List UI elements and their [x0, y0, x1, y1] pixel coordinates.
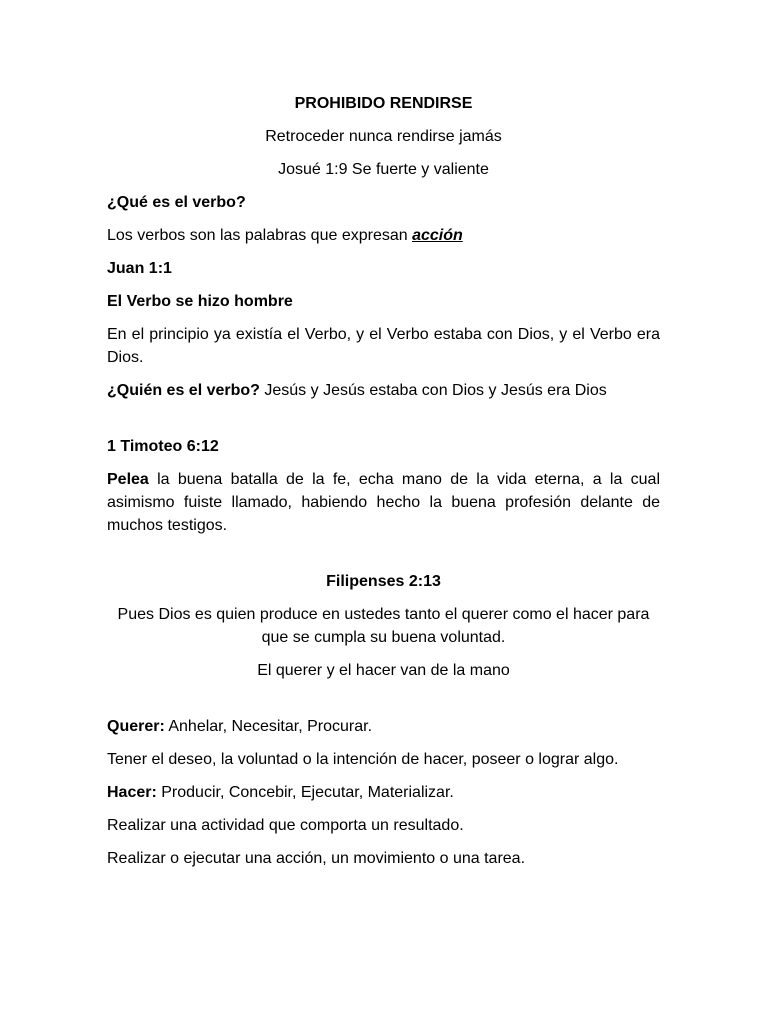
- hacer-definition-1: Realizar una actividad que comporta un resultado.: [107, 817, 464, 834]
- querer-synonyms: Anhelar, Necesitar, Procurar.: [164, 718, 373, 735]
- spacer: [107, 412, 660, 435]
- question-who-is-verb: [107, 379, 660, 402]
- querer-label: Querer:: [107, 718, 165, 735]
- document-title: PROHIBIDO RENDIRSE: [294, 95, 473, 112]
- juan-text: En el principio ya existía el Verbo, y el Verbo estaba con Dios, y el Verbo era Dios.: [107, 326, 660, 366]
- hacer-definition-2: Realizar o ejecutar una acción, un movimiento o una tarea.: [107, 850, 526, 867]
- verse-intro: Josué 1:9 Se fuerte y valiente: [278, 161, 489, 178]
- document-subtitle: Retroceder nunca rendirse jamás: [265, 128, 502, 145]
- hacer-synonyms: Producir, Concebir, Ejecutar, Materializar.: [156, 784, 454, 801]
- question-what-is-verb: ¿Qué es el verbo?: [107, 194, 246, 211]
- timoteo-text: [107, 468, 660, 537]
- timoteo-lead: Pelea: [107, 471, 149, 488]
- verb-definition: [107, 224, 660, 247]
- filipenses-reference: Filipenses 2:13: [326, 573, 441, 590]
- juan-heading: El Verbo se hizo hombre: [107, 293, 293, 310]
- question-who-label: ¿Quién es el verbo?: [107, 382, 260, 399]
- spacer: [107, 692, 660, 715]
- filipenses-text: Pues Dios es quien produce en ustedes tanto el querer como el hacer para que se cumpla su buena voluntad.: [117, 606, 650, 646]
- hacer-label: Hacer:: [107, 784, 157, 801]
- spacer: [107, 547, 660, 570]
- verb-definition-text: Los verbos son las palabras que expresan: [107, 227, 413, 244]
- timoteo-body: la buena batalla de la fe, echa mano de la vida eterna, a la cual asimismo fuiste llamado, habiendo hecho la buena profesión delante de muchos testigos.: [107, 471, 660, 534]
- hacer-line: [107, 781, 660, 804]
- filipenses-note: El querer y el hacer van de la mano: [257, 662, 510, 679]
- juan-reference: Juan 1:1: [107, 260, 172, 277]
- querer-definition: Tener el deseo, la voluntad o la intención de hacer, poseer o lograr algo.: [107, 751, 619, 768]
- querer-line: [107, 715, 660, 738]
- document-page: [107, 92, 660, 880]
- timoteo-reference: 1 Timoteo 6:12: [107, 438, 219, 455]
- question-who-answer: Jesús y Jesús estaba con Dios y Jesús era Dios: [259, 382, 607, 399]
- verb-definition-emphasis: acción: [412, 227, 463, 244]
